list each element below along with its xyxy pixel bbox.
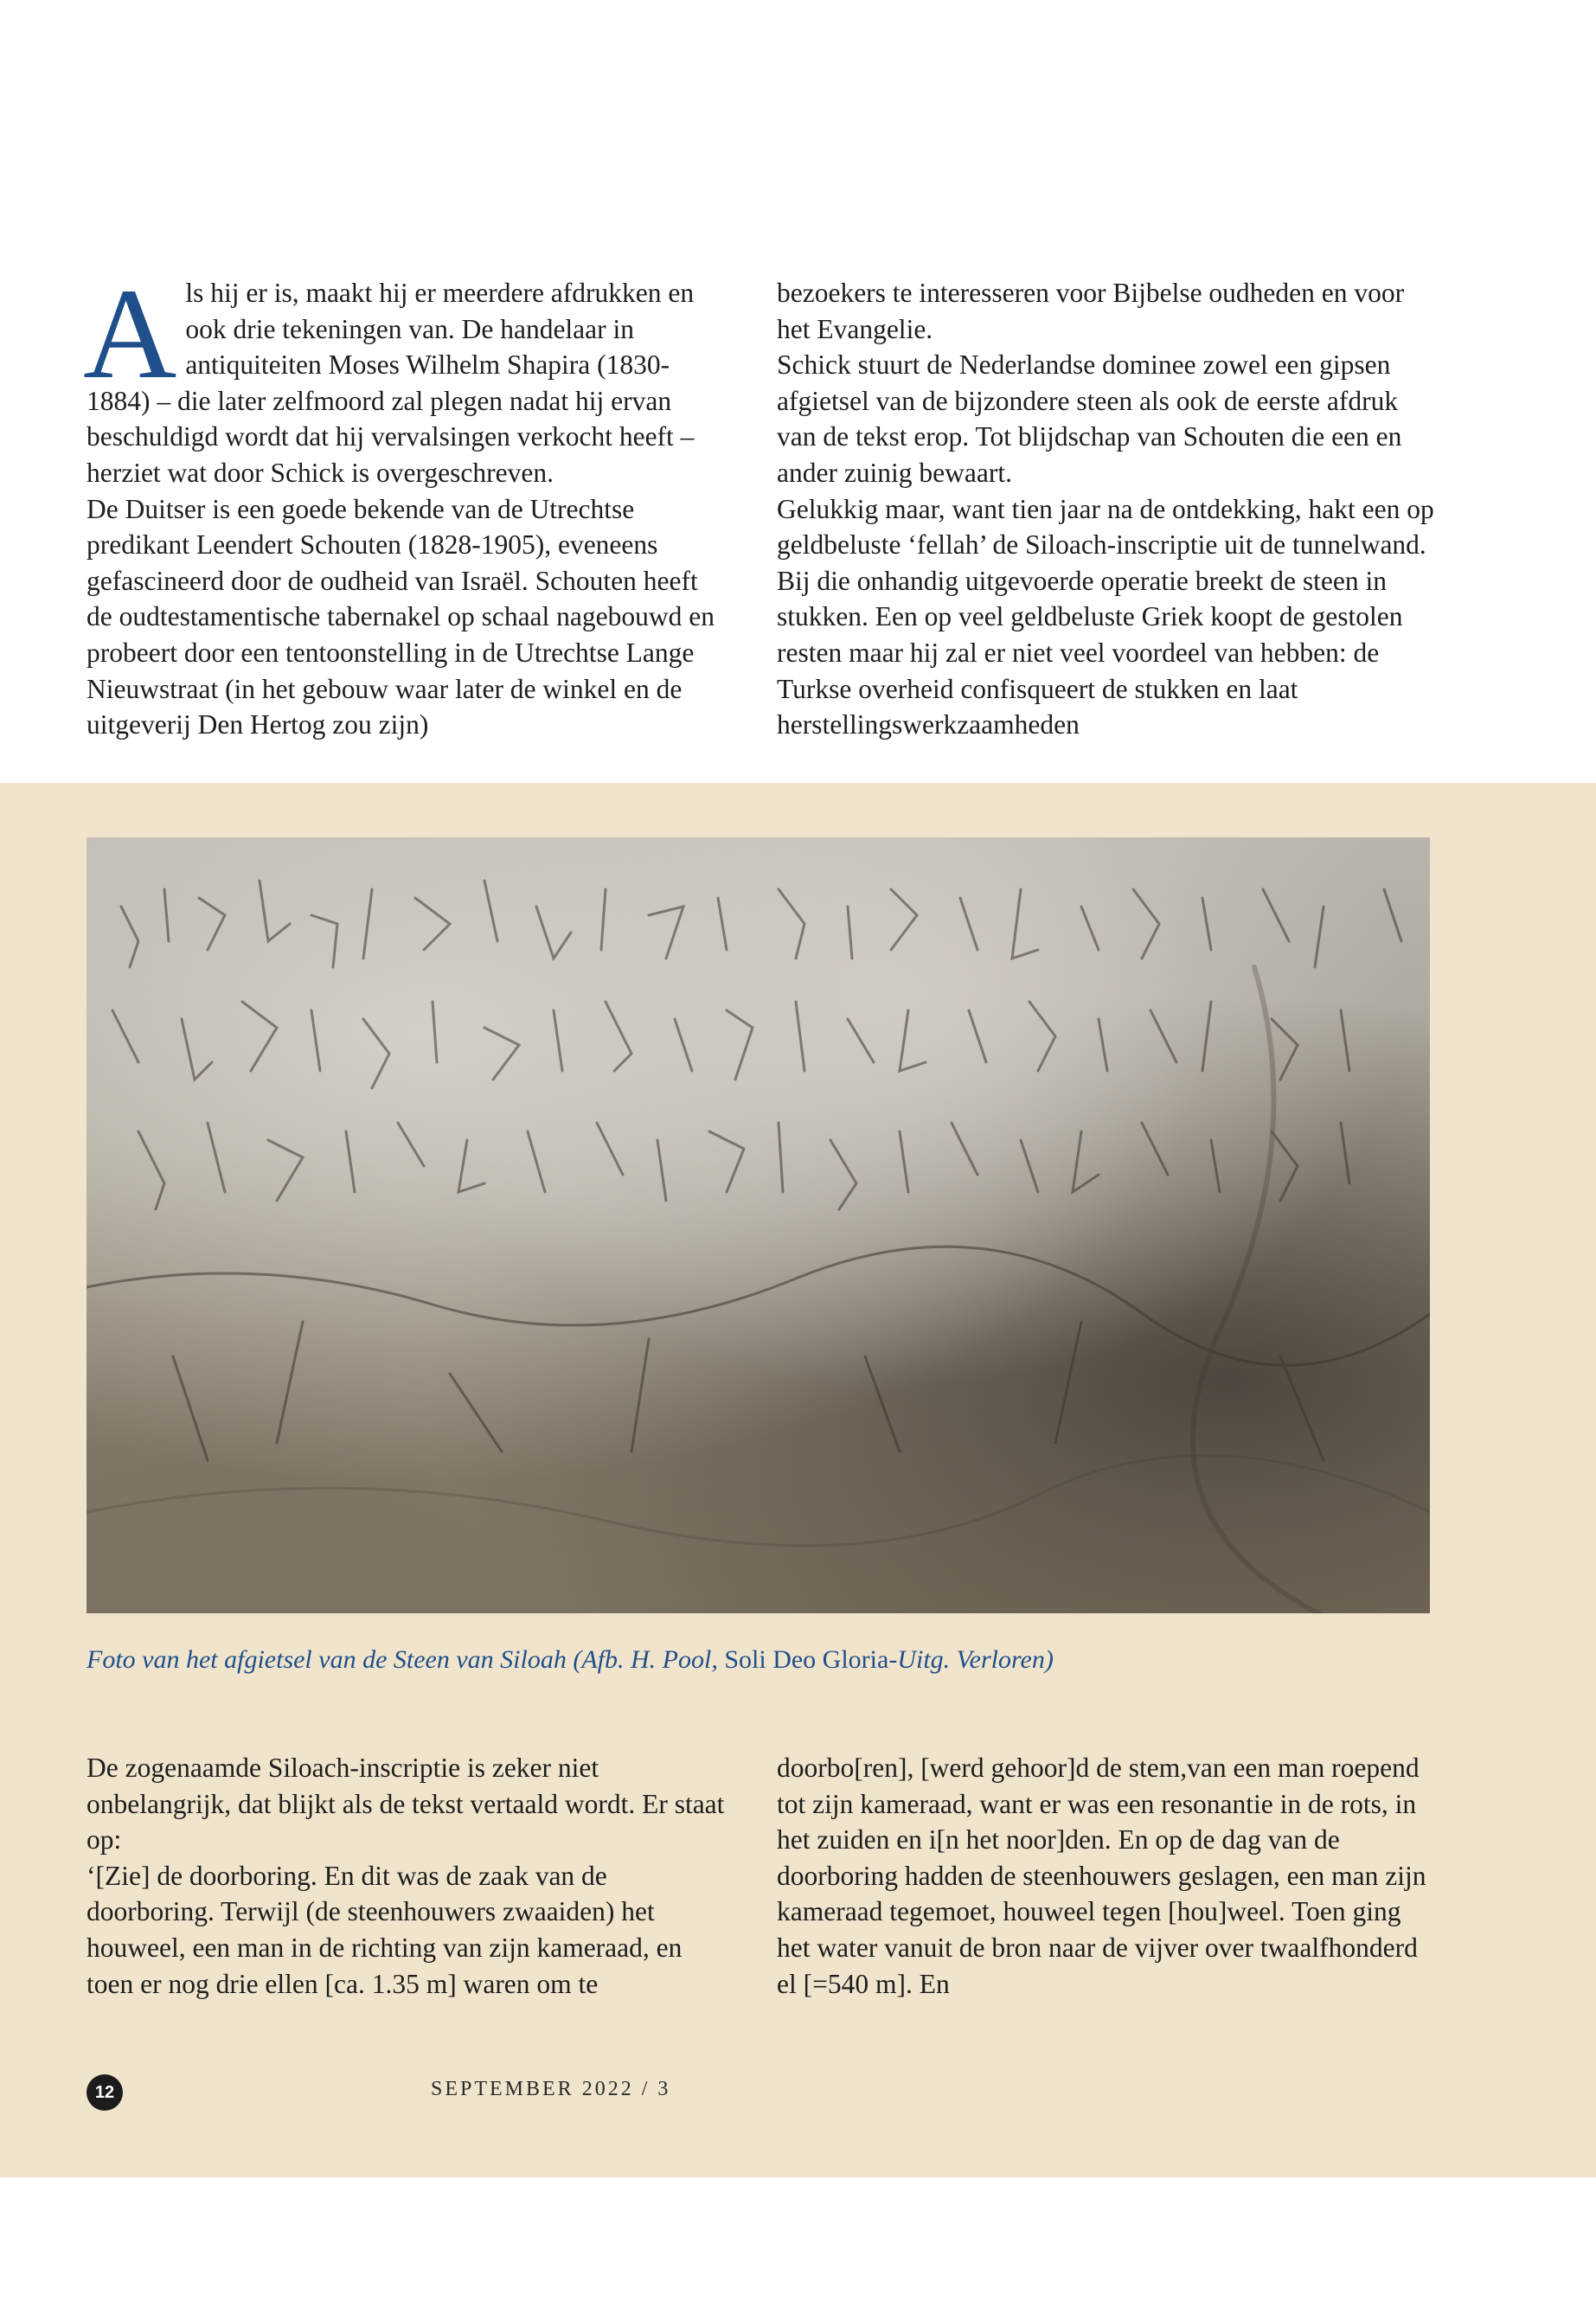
paragraph: De Duitser is een goede bekende van de Utrechtse predikant Leendert Schouten (1828-1905), eveneens gefascineerd door de oudheid van Israël. Schouten heeft de oudtestamentische tabernakel op schaal nagebouwd en probeert door een tentoonstelling in de Utrechtse Lange Nieuwstraat (in het gebouw waar later de winkel en de uitgeverij Den Hertog zou zijn) <box>87 493 715 740</box>
inscription-texture <box>87 837 1430 1613</box>
page-number-badge: 12 <box>87 2074 123 2111</box>
paragraph: Schick stuurt de Nederlandse dominee zowel een gipsen afgietsel van de bijzondere steen als ook de eerste afdruk van de tekst erop. Tot blijdschap van Schouten die een en ander zuinig bewaart. <box>777 349 1402 488</box>
article-column-4 <box>777 1750 1434 2002</box>
paragraph: bezoekers te interesseren voor Bijbelse oudheden en voor het Evangelie. <box>777 278 1405 344</box>
article-column-1 <box>83 262 727 743</box>
caption-publisher: Soli Deo Gloria <box>724 1645 889 1674</box>
paragraph: ‘[Zie] de doorboring. En dit was de zaak van de doorboring. Terwijl (de steenhouwers zwaaiden) het houweel, een man in de richting van zijn kameraad, en toen er nog drie ellen [ca. 1.35 m] waren om te <box>87 1860 683 1999</box>
caption-text-end: -Uitg. Verloren) <box>888 1645 1054 1674</box>
siloam-inscription-photo <box>87 837 1430 1613</box>
issue-label: SEPTEMBER 2022 / 3 <box>431 2078 671 2100</box>
photo-caption <box>87 1645 1054 1675</box>
caption-text: Foto van het afgietsel van de Steen van Siloah (Afb. H. Pool, <box>87 1645 725 1674</box>
paragraph: Gelukkig maar, want tien jaar na de ontdekking, hakt een op geldbeluste ‘fellah’ de Siloach-inscriptie uit de tunnelwand. Bij die onhandig uitgevoerde operatie breekt de steen in stukken. Een op veel geldbeluste Griek koopt de gestolen resten maar hij zal er niet veel voordeel van hebben: de Turkse overheid confisqueert de stukken en laat herstellingswerkzaamheden <box>777 493 1434 740</box>
drop-cap: A <box>83 262 177 406</box>
paragraph: doorbo[ren], [werd gehoor]d de stem,van een man roepend tot zijn kameraad, want er was een resonantie in de rots, in het zuiden en i[n het noor]den. En op de dag van de doorboring hadden de steenhouwers geslagen, een man zijn kameraad tegemoet, houweel tegen [hou]weel. Toen ging het water vanuit de bron naar de vijver over twaalfhonderd el [=540 m]. En <box>777 1753 1426 1999</box>
article-column-3 <box>87 1750 727 2002</box>
paragraph: ls hij er is, maakt hij er meerdere afdrukken en ook drie tekeningen van. De handelaar in antiquiteiten Moses Wilhelm Shapira (1830-1884) – die later zelfmoord zal plegen nadat hij ervan beschuldigd wordt dat hij vervalsingen verkocht heeft – herziet wat door Schick is overgeschreven. <box>87 278 695 488</box>
paragraph: De zogenaamde Siloach-inscriptie is zeker niet onbelangrijk, dat blijkt als de tekst vertaald wordt. Er staat op: <box>87 1753 725 1856</box>
article-column-2 <box>777 275 1434 743</box>
